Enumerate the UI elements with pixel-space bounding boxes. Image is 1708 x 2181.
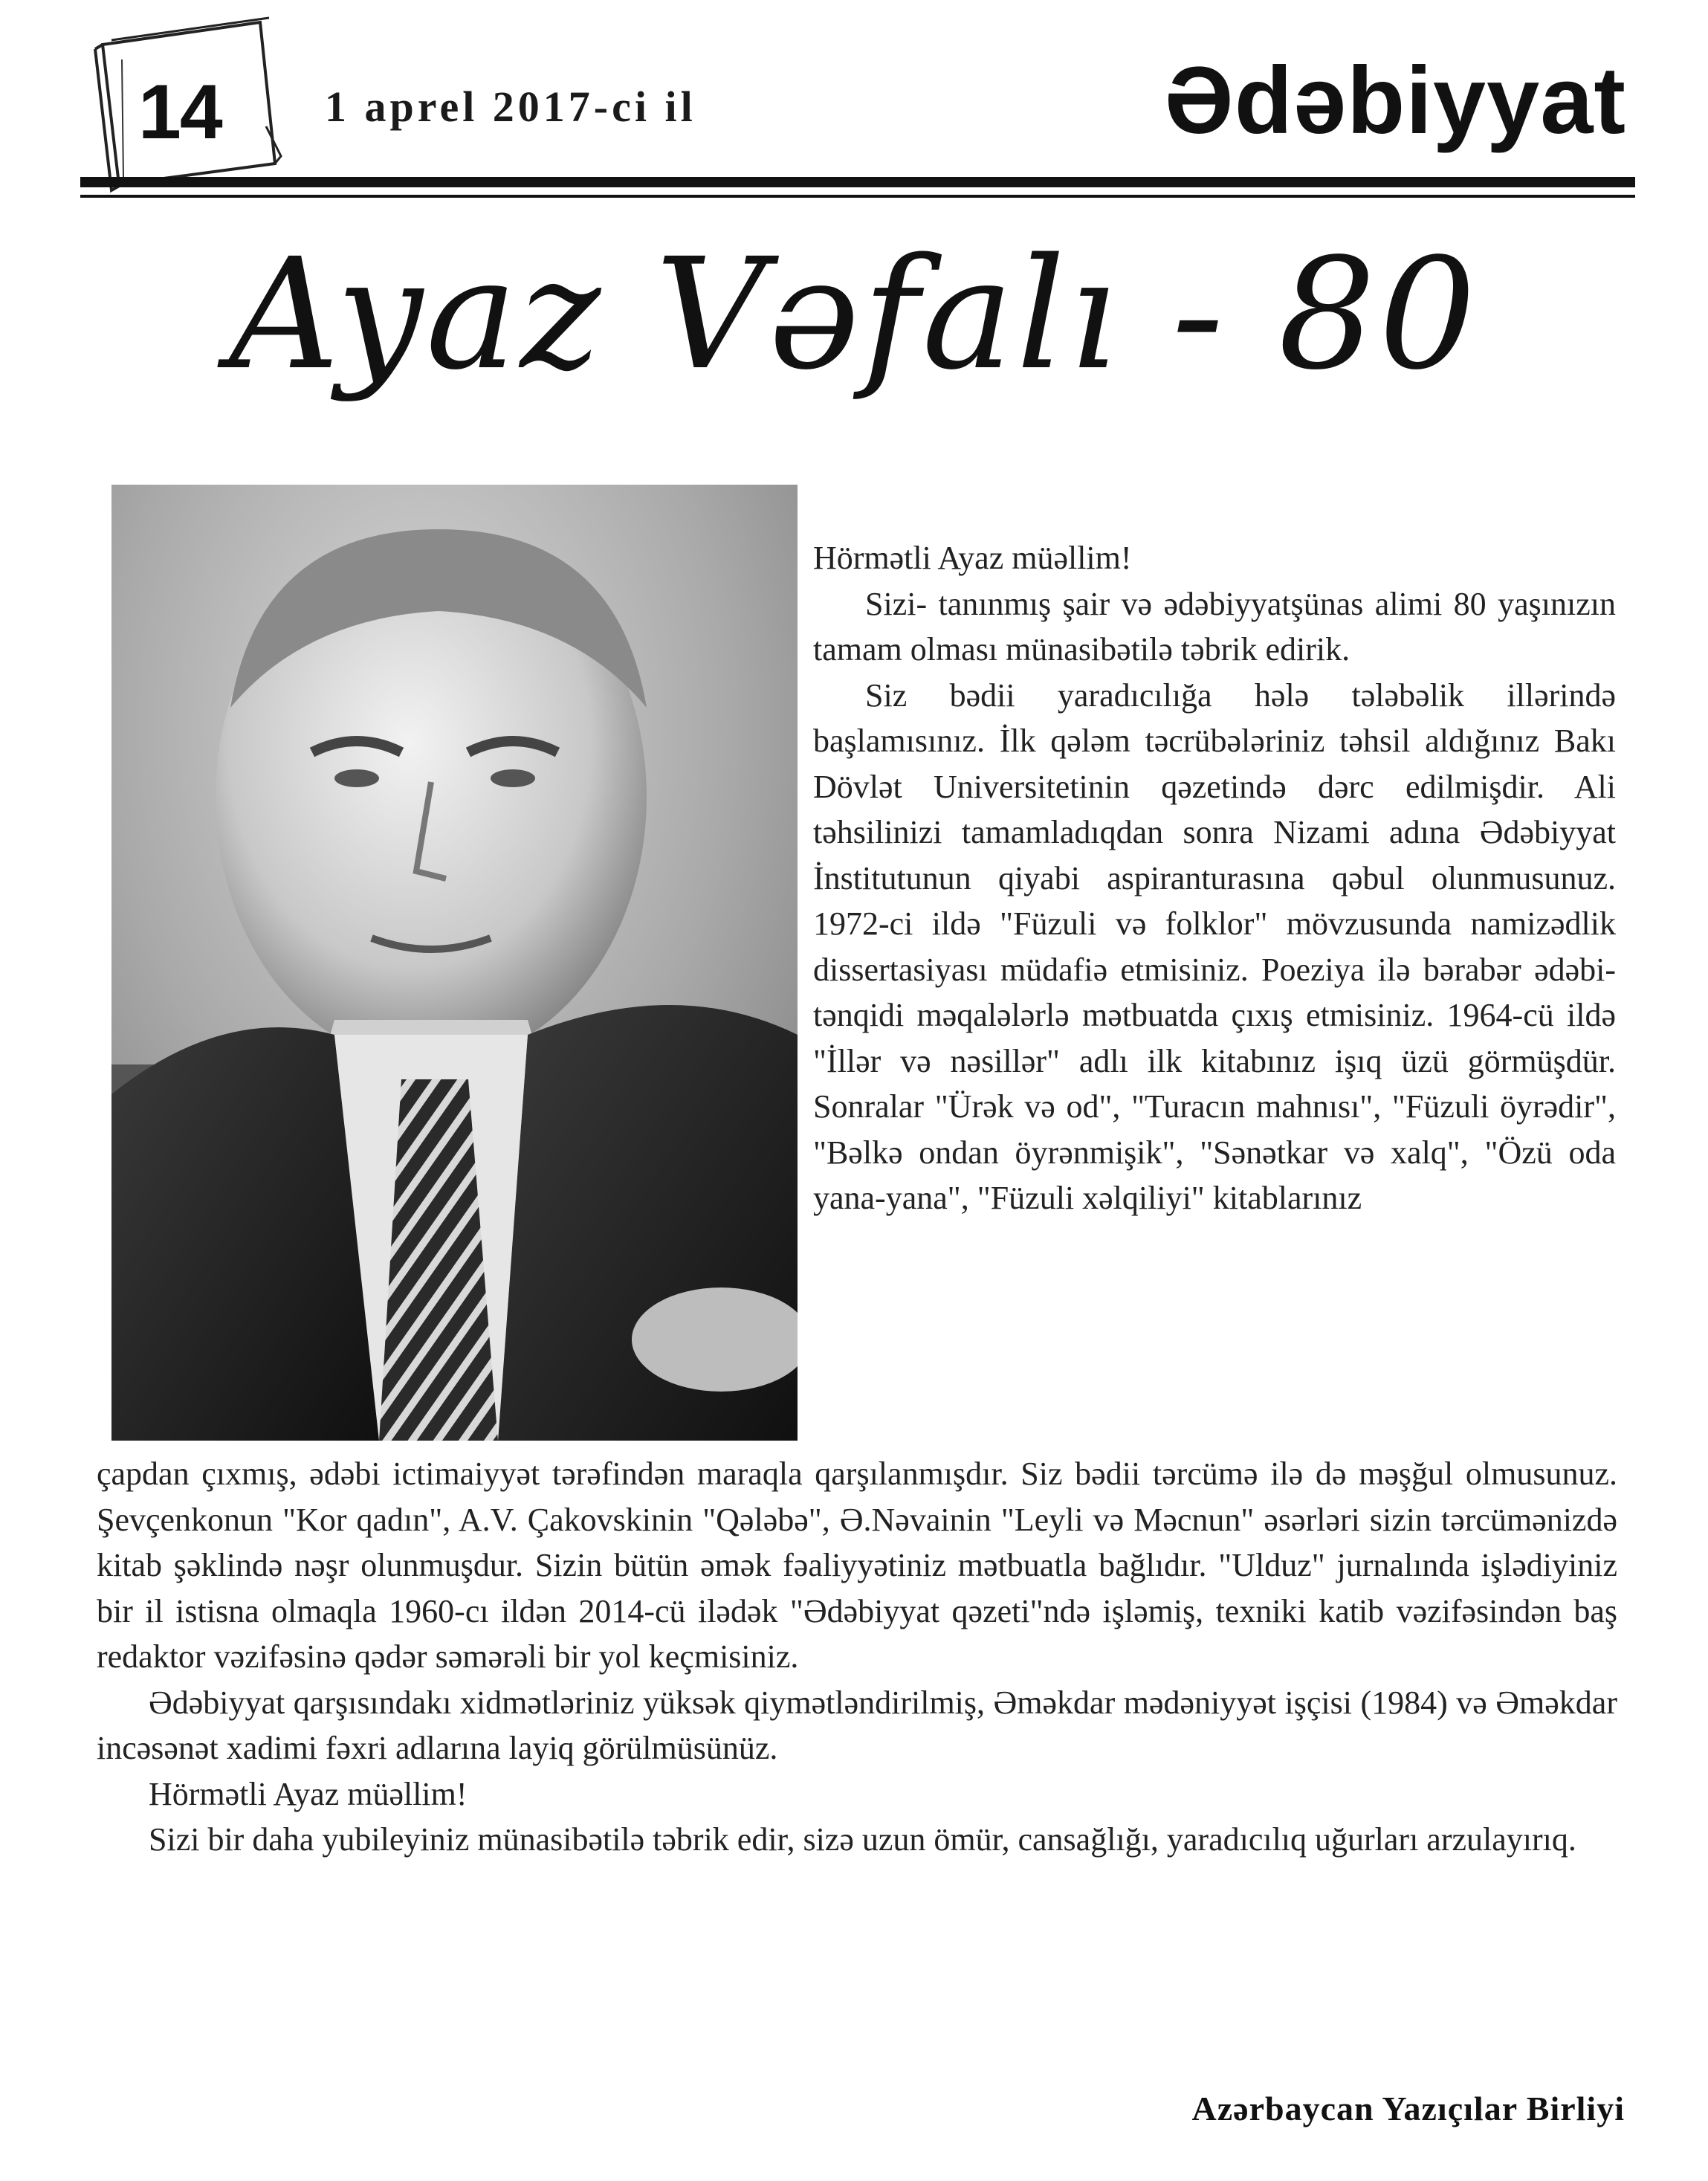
page-number-badge [89,15,290,193]
letter-paragraph: Siz bədii yaradıcılığa hələ tələbəlik illərində başlamısınız. İlk qələm təcrübələriniz təhsil aldığınız Bakı Dövlət Universitetinin qəzetində dərc edilmişdir. Ali təhsilinizi tamamladıqdan sonra Nizami adına Ədəbiyyat İnstitutunun qiyabi aspiranturasına qəbul olunmusunuz. 1972-ci ildə "Füzuli və folklor" mövzusunda namizədlik dissertasiyası müdafiə etmisiniz. Poeziya ilə bərabər ədəbi-tənqidi məqalələrlə mətbuatda çıxış etmisiniz. 1964-cü ildə "İllər və nəsillər" adlı ilk kitabınız işıq üzü görmüşdür. Sonralar "Ürək və od", "Turacın mahnısı", "Füzuli öyrədir", "Bəlkə ondan öyrənmişik", "Sənətkar və xalq", "Özü oda yana-yana", "Füzuli xəlqiliyi" kitablarınız [813,676,1616,1216]
portrait-photo [111,485,798,1441]
page-number: 14 [138,69,221,155]
letter-paragraph: Ədəbiyyat qarşısındakı xidmətləriniz yüksək qiymətləndirilmiş, Əməkdar mədəniyyət işçisi (1984) və Əməkdar incəsənət xadimi fəxri adlarına layiq görülmüsünüz. [97,1684,1617,1766]
letter-greeting: Hörmətli Ayaz müəllim! [149,1775,468,1812]
letter-paragraph: Sizi bir daha yubileyiniz münasibətilə təbrik edir, sizə uzun ömür, cansağlığı, yaradıcılıq uğurları arzulayırıq. [149,1821,1576,1858]
letter-paragraph: Sizi- tanınmış şair və ədəbiyyatşünas alimi 80 yaşınızın tamam olması münasibətilə təbrik edirik. [813,585,1616,668]
newspaper-name: Ədəbiyyat [1164,48,1626,154]
letter-full-width-text [97,1451,1617,1863]
signature: Azərbaycan Yazıçılar Birliyi [1191,2090,1625,2127]
portrait-photo-icon [111,485,798,1441]
issue-date: 1 aprel 2017-ci il [325,83,696,131]
letter-paragraph: çapdan çıxmış, ədəbi ictimaiyyət tərəfindən maraqla qarşılanmışdır. Siz bədii tərcümə ilə də məşğul olmusunuz. Şevçenkonun "Kor qadın", A.V. Çakovskinin "Qələbə", Ə.Nəvainin "Leyli və Məcnun" əsərləri sizin tərcümənizdə kitab şəklində nəşr olunmuşdur. Sizin bütün əmək fəaliyyətiniz mətbuatla bağlıdır. "Ulduz" jurnalında işlədiyiniz bir il istisna olmaqla 1960-cı ildən 2014-cü ilədək "Ədəbiyyat qəzeti"ndə işləmiş, texniki katib vəzifəsindən baş redaktor vəzifəsinə qədər səmərəli bir yol keçmisiniz. [97,1455,1617,1675]
header-divider-thin [80,195,1635,198]
letter-column-text [813,535,1616,1221]
article-headline: Ayaz Vəfalı - 80 [229,225,1479,404]
header-divider [80,177,1635,187]
letter-greeting: Hörmətli Ayaz müəllim! [813,540,1132,576]
